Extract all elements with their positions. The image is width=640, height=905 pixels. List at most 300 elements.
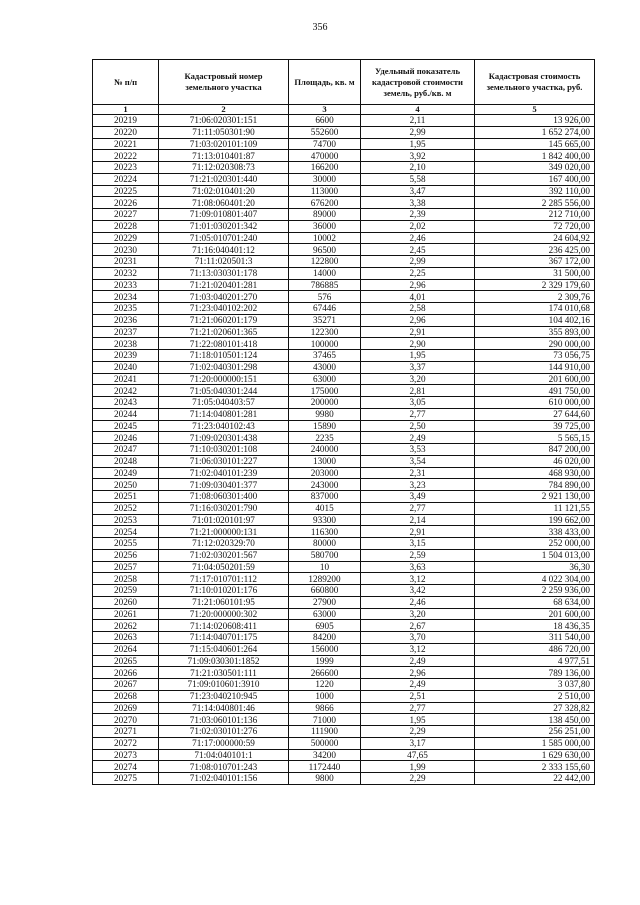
cadastral-value-cell: 46 020,00 <box>475 455 595 467</box>
area-cell: 122800 <box>289 256 361 268</box>
row-number-cell: 20236 <box>93 314 159 326</box>
specific-value-cell: 2,91 <box>361 526 475 538</box>
table-row <box>93 197 595 209</box>
area-cell: 84200 <box>289 632 361 644</box>
column-number: 4 <box>361 105 475 115</box>
cadastral-value-cell: 73 056,75 <box>475 350 595 362</box>
area-cell: 71000 <box>289 714 361 726</box>
row-number-cell: 20221 <box>93 138 159 150</box>
column-number: 3 <box>289 105 361 115</box>
cadastral-value-cell: 1 504 013,00 <box>475 549 595 561</box>
specific-value-cell: 3,17 <box>361 737 475 749</box>
specific-value-cell: 2,96 <box>361 667 475 679</box>
table-row <box>93 679 595 691</box>
cadastral-value-cell: 201 600,00 <box>475 373 595 385</box>
area-cell: 1999 <box>289 655 361 667</box>
table-row <box>93 444 595 456</box>
area-cell: 1289200 <box>289 573 361 585</box>
area-cell: 10 <box>289 561 361 573</box>
table-row <box>93 397 595 409</box>
row-number-cell: 20240 <box>93 361 159 373</box>
row-number-cell: 20274 <box>93 761 159 773</box>
table-row <box>93 455 595 467</box>
table-row <box>93 173 595 185</box>
header-row-number: № п/п <box>93 60 159 105</box>
table-row <box>93 761 595 773</box>
row-number-cell: 20265 <box>93 655 159 667</box>
cadastral-number-cell: 71:22:080101:418 <box>159 338 289 350</box>
area-cell: 13000 <box>289 455 361 467</box>
header-cadastral-value: Кадастровая стоимость земельного участка, руб. <box>475 60 595 105</box>
specific-value-cell: 3,47 <box>361 185 475 197</box>
area-cell: 1172440 <box>289 761 361 773</box>
specific-value-cell: 2,58 <box>361 303 475 315</box>
cadastral-value-cell: 199 662,00 <box>475 514 595 526</box>
area-cell: 240000 <box>289 444 361 456</box>
cadastral-value-cell: 27 328,82 <box>475 702 595 714</box>
cadastral-value-cell: 1 652 274,00 <box>475 126 595 138</box>
table-row <box>93 502 595 514</box>
specific-value-cell: 2,14 <box>361 514 475 526</box>
table-row <box>93 479 595 491</box>
area-cell: 9866 <box>289 702 361 714</box>
cadastral-number-cell: 71:21:060201:179 <box>159 314 289 326</box>
area-cell: 6600 <box>289 115 361 127</box>
row-number-cell: 20251 <box>93 491 159 503</box>
row-number-cell: 20264 <box>93 643 159 655</box>
area-cell: 116300 <box>289 526 361 538</box>
area-cell: 500000 <box>289 737 361 749</box>
page-number: 356 <box>312 22 328 33</box>
row-number-cell: 20242 <box>93 385 159 397</box>
area-cell: 9800 <box>289 773 361 785</box>
specific-value-cell: 47,65 <box>361 749 475 761</box>
specific-value-cell: 2,77 <box>361 408 475 420</box>
specific-value-cell: 3,05 <box>361 397 475 409</box>
row-number-cell: 20238 <box>93 338 159 350</box>
area-cell: 576 <box>289 291 361 303</box>
column-number: 2 <box>159 105 289 115</box>
row-number-cell: 20247 <box>93 444 159 456</box>
cadastral-value-cell: 27 644,60 <box>475 408 595 420</box>
row-number-cell: 20224 <box>93 173 159 185</box>
row-number-cell: 20272 <box>93 737 159 749</box>
area-cell: 660800 <box>289 585 361 597</box>
cadastral-number-cell: 71:02:030101:276 <box>159 726 289 738</box>
table-row <box>93 667 595 679</box>
table-row <box>93 220 595 232</box>
area-cell: 89000 <box>289 209 361 221</box>
cadastral-number-cell: 71:02:030201:567 <box>159 549 289 561</box>
cadastral-value-cell: 252 000,00 <box>475 538 595 550</box>
cadastral-value-cell: 104 402,16 <box>475 314 595 326</box>
cadastral-number-cell: 71:06:030101:227 <box>159 455 289 467</box>
row-number-cell: 20239 <box>93 350 159 362</box>
table-row <box>93 620 595 632</box>
cadastral-value-cell: 349 020,00 <box>475 162 595 174</box>
specific-value-cell: 2,50 <box>361 420 475 432</box>
cadastral-number-cell: 71:21:020601:365 <box>159 326 289 338</box>
cadastral-number-cell: 71:05:010701:240 <box>159 232 289 244</box>
specific-value-cell: 2,77 <box>361 702 475 714</box>
row-number-cell: 20235 <box>93 303 159 315</box>
specific-value-cell: 2,67 <box>361 620 475 632</box>
cadastral-number-cell: 71:05:040403:57 <box>159 397 289 409</box>
row-number-cell: 20246 <box>93 432 159 444</box>
cadastral-number-cell: 71:10:010201:176 <box>159 585 289 597</box>
table-row <box>93 338 595 350</box>
specific-value-cell: 3,12 <box>361 573 475 585</box>
specific-value-cell: 2,96 <box>361 314 475 326</box>
area-cell: 67446 <box>289 303 361 315</box>
cadastral-number-cell: 71:09:010601:3910 <box>159 679 289 691</box>
area-cell: 6905 <box>289 620 361 632</box>
area-cell: 1000 <box>289 690 361 702</box>
cadastral-number-cell: 71:08:060301:400 <box>159 491 289 503</box>
table-row <box>93 726 595 738</box>
table-row <box>93 585 595 597</box>
area-cell: 9980 <box>289 408 361 420</box>
row-number-cell: 20255 <box>93 538 159 550</box>
cadastral-number-cell: 71:08:060401:20 <box>159 197 289 209</box>
column-number: 1 <box>93 105 159 115</box>
specific-value-cell: 2,99 <box>361 256 475 268</box>
cadastral-value-cell: 4 977,51 <box>475 655 595 667</box>
specific-value-cell: 2,51 <box>361 690 475 702</box>
row-number-cell: 20232 <box>93 267 159 279</box>
table-row <box>93 361 595 373</box>
row-number-cell: 20258 <box>93 573 159 585</box>
cadastral-number-cell: 71:13:030301:178 <box>159 267 289 279</box>
row-number-cell: 20270 <box>93 714 159 726</box>
row-number-cell: 20252 <box>93 502 159 514</box>
specific-value-cell: 3,54 <box>361 455 475 467</box>
row-number-cell: 20261 <box>93 608 159 620</box>
area-cell: 37465 <box>289 350 361 362</box>
specific-value-cell: 3,38 <box>361 197 475 209</box>
cadastral-number-cell: 71:02:010401:20 <box>159 185 289 197</box>
row-number-cell: 20271 <box>93 726 159 738</box>
cadastral-number-cell: 71:23:040102:43 <box>159 420 289 432</box>
area-cell: 470000 <box>289 150 361 162</box>
cadastral-value-cell: 138 450,00 <box>475 714 595 726</box>
area-cell: 93300 <box>289 514 361 526</box>
specific-value-cell: 2,29 <box>361 726 475 738</box>
table-row <box>93 514 595 526</box>
specific-value-cell: 3,12 <box>361 643 475 655</box>
cadastral-number-cell: 71:05:040301:244 <box>159 385 289 397</box>
cadastral-number-cell: 71:02:040101:156 <box>159 773 289 785</box>
specific-value-cell: 2,49 <box>361 655 475 667</box>
area-cell: 10002 <box>289 232 361 244</box>
table-row <box>93 632 595 644</box>
cadastral-value-cell: 39 725,00 <box>475 420 595 432</box>
specific-value-cell: 2,39 <box>361 209 475 221</box>
table-row <box>93 385 595 397</box>
header-area: Площадь, кв. м <box>289 60 361 105</box>
row-number-cell: 20256 <box>93 549 159 561</box>
table-row <box>93 150 595 162</box>
table-row <box>93 279 595 291</box>
table-row <box>93 209 595 221</box>
row-number-cell: 20275 <box>93 773 159 785</box>
area-cell: 43000 <box>289 361 361 373</box>
row-number-cell: 20259 <box>93 585 159 597</box>
cadastral-value-cell: 174 010,68 <box>475 303 595 315</box>
cadastral-value-cell: 2 259 936,00 <box>475 585 595 597</box>
cadastral-value-cell: 2 510,00 <box>475 690 595 702</box>
specific-value-cell: 2,81 <box>361 385 475 397</box>
area-cell: 14000 <box>289 267 361 279</box>
area-cell: 96500 <box>289 244 361 256</box>
table-row <box>93 267 595 279</box>
cadastral-number-cell: 71:12:020329:70 <box>159 538 289 550</box>
area-cell: 676200 <box>289 197 361 209</box>
cadastral-number-cell: 71:21:030501:111 <box>159 667 289 679</box>
table-row <box>93 126 595 138</box>
table-row <box>93 690 595 702</box>
table-row <box>93 773 595 785</box>
row-number-cell: 20250 <box>93 479 159 491</box>
cadastral-number-cell: 71:01:020101:97 <box>159 514 289 526</box>
row-number-cell: 20230 <box>93 244 159 256</box>
row-number-cell: 20237 <box>93 326 159 338</box>
cadastral-number-cell: 71:09:020301:438 <box>159 432 289 444</box>
cadastral-value-cell: 290 000,00 <box>475 338 595 350</box>
table-row <box>93 655 595 667</box>
cadastral-value-cell: 355 893,00 <box>475 326 595 338</box>
table-row <box>93 526 595 538</box>
cadastral-number-cell: 71:14:040801:46 <box>159 702 289 714</box>
row-number-cell: 20219 <box>93 115 159 127</box>
cadastral-value-cell: 2 921 130,00 <box>475 491 595 503</box>
row-number-cell: 20267 <box>93 679 159 691</box>
cadastral-number-cell: 71:09:030401:377 <box>159 479 289 491</box>
specific-value-cell: 1,95 <box>361 350 475 362</box>
row-number-cell: 20226 <box>93 197 159 209</box>
table-row <box>93 420 595 432</box>
cadastral-number-cell: 71:02:040101:239 <box>159 467 289 479</box>
cadastral-number-cell: 71:04:050201:59 <box>159 561 289 573</box>
table-row <box>93 643 595 655</box>
cadastral-number-cell: 71:11:050301:90 <box>159 126 289 138</box>
area-cell: 36000 <box>289 220 361 232</box>
cadastral-value-cell: 201 600,00 <box>475 608 595 620</box>
specific-value-cell: 2,11 <box>361 115 475 127</box>
cadastral-number-cell: 71:17:000000:59 <box>159 737 289 749</box>
specific-value-cell: 3,63 <box>361 561 475 573</box>
row-number-cell: 20266 <box>93 667 159 679</box>
row-number-cell: 20248 <box>93 455 159 467</box>
specific-value-cell: 3,92 <box>361 150 475 162</box>
table-row <box>93 291 595 303</box>
specific-value-cell: 3,70 <box>361 632 475 644</box>
specific-value-cell: 3,23 <box>361 479 475 491</box>
area-cell: 15890 <box>289 420 361 432</box>
cadastral-value-cell: 311 540,00 <box>475 632 595 644</box>
table-row <box>93 326 595 338</box>
table-row <box>93 467 595 479</box>
specific-value-cell: 2,10 <box>361 162 475 174</box>
row-number-cell: 20243 <box>93 397 159 409</box>
row-number-cell: 20249 <box>93 467 159 479</box>
cadastral-number-cell: 71:15:040601:264 <box>159 643 289 655</box>
cadastral-number-cell: 71:16:040401:12 <box>159 244 289 256</box>
table-row <box>93 256 595 268</box>
row-number-cell: 20253 <box>93 514 159 526</box>
cadastral-number-cell: 71:09:030301:1852 <box>159 655 289 667</box>
area-cell: 266600 <box>289 667 361 679</box>
area-cell: 156000 <box>289 643 361 655</box>
cadastral-number-cell: 71:18:010501:124 <box>159 350 289 362</box>
cadastral-value-cell: 11 121,55 <box>475 502 595 514</box>
cadastral-number-cell: 71:21:000000:131 <box>159 526 289 538</box>
area-cell: 786885 <box>289 279 361 291</box>
table-row <box>93 350 595 362</box>
column-number: 5 <box>475 105 595 115</box>
cadastral-number-cell: 71:23:040210:945 <box>159 690 289 702</box>
specific-value-cell: 2,31 <box>361 467 475 479</box>
row-number-cell: 20234 <box>93 291 159 303</box>
area-cell: 175000 <box>289 385 361 397</box>
specific-value-cell: 2,49 <box>361 432 475 444</box>
table-row <box>93 185 595 197</box>
area-cell: 2235 <box>289 432 361 444</box>
specific-value-cell: 2,96 <box>361 279 475 291</box>
specific-value-cell: 3,20 <box>361 608 475 620</box>
table-row <box>93 596 595 608</box>
area-cell: 122300 <box>289 326 361 338</box>
row-number-cell: 20228 <box>93 220 159 232</box>
row-number-cell: 20222 <box>93 150 159 162</box>
row-number-cell: 20257 <box>93 561 159 573</box>
specific-value-cell: 1,95 <box>361 714 475 726</box>
cadastral-value-cell: 18 436,35 <box>475 620 595 632</box>
specific-value-cell: 1,95 <box>361 138 475 150</box>
row-number-cell: 20229 <box>93 232 159 244</box>
area-cell: 111900 <box>289 726 361 738</box>
cadastral-value-cell: 144 910,00 <box>475 361 595 373</box>
cadastral-number-cell: 71:21:020301:440 <box>159 173 289 185</box>
specific-value-cell: 2,46 <box>361 596 475 608</box>
row-number-cell: 20273 <box>93 749 159 761</box>
table-row <box>93 561 595 573</box>
row-number-cell: 20233 <box>93 279 159 291</box>
table-row <box>93 408 595 420</box>
area-cell: 166200 <box>289 162 361 174</box>
specific-value-cell: 3,37 <box>361 361 475 373</box>
cadastral-number-cell: 71:16:030201:790 <box>159 502 289 514</box>
cadastral-number-cell: 71:09:010801:407 <box>159 209 289 221</box>
cadastral-value-cell: 256 251,00 <box>475 726 595 738</box>
cadastral-value-cell: 212 710,00 <box>475 209 595 221</box>
cadastral-value-cell: 68 634,00 <box>475 596 595 608</box>
table-row <box>93 314 595 326</box>
cadastral-number-cell: 71:10:030201:108 <box>159 444 289 456</box>
specific-value-cell: 2,25 <box>361 267 475 279</box>
table-row <box>93 244 595 256</box>
row-number-cell: 20268 <box>93 690 159 702</box>
area-cell: 35271 <box>289 314 361 326</box>
cadastral-value-cell: 31 500,00 <box>475 267 595 279</box>
cadastral-number-cell: 71:23:040102:202 <box>159 303 289 315</box>
specific-value-cell: 3,42 <box>361 585 475 597</box>
cadastral-number-cell: 71:17:010701:112 <box>159 573 289 585</box>
table-row <box>93 573 595 585</box>
specific-value-cell: 2,99 <box>361 126 475 138</box>
cadastral-value-table <box>92 59 595 785</box>
row-number-cell: 20241 <box>93 373 159 385</box>
cadastral-value-cell: 167 400,00 <box>475 173 595 185</box>
cadastral-value-cell: 145 665,00 <box>475 138 595 150</box>
specific-value-cell: 2,91 <box>361 326 475 338</box>
specific-value-cell: 4,01 <box>361 291 475 303</box>
row-number-cell: 20269 <box>93 702 159 714</box>
table-row <box>93 432 595 444</box>
specific-value-cell: 2,77 <box>361 502 475 514</box>
cadastral-number-cell: 71:14:040701:175 <box>159 632 289 644</box>
area-cell: 34200 <box>289 749 361 761</box>
cadastral-value-cell: 5 565,15 <box>475 432 595 444</box>
cadastral-value-cell: 2 329 179,60 <box>475 279 595 291</box>
specific-value-cell: 5,58 <box>361 173 475 185</box>
cadastral-value-cell: 1 629 630,00 <box>475 749 595 761</box>
area-cell: 837000 <box>289 491 361 503</box>
cadastral-number-cell: 71:14:020608:411 <box>159 620 289 632</box>
table-row <box>93 373 595 385</box>
row-number-cell: 20260 <box>93 596 159 608</box>
cadastral-value-cell: 1 842 400,00 <box>475 150 595 162</box>
cadastral-number-cell: 71:11:020501:3 <box>159 256 289 268</box>
specific-value-cell: 2,90 <box>361 338 475 350</box>
row-number-cell: 20220 <box>93 126 159 138</box>
area-cell: 203000 <box>289 467 361 479</box>
table-row <box>93 491 595 503</box>
cadastral-value-cell: 468 930,00 <box>475 467 595 479</box>
cadastral-value-cell: 1 585 000,00 <box>475 737 595 749</box>
cadastral-number-cell: 71:03:060101:136 <box>159 714 289 726</box>
cadastral-number-cell: 71:12:020308:73 <box>159 162 289 174</box>
specific-value-cell: 3,53 <box>361 444 475 456</box>
table-row <box>93 549 595 561</box>
area-cell: 74700 <box>289 138 361 150</box>
cadastral-value-cell: 491 750,00 <box>475 385 595 397</box>
cadastral-value-cell: 72 720,00 <box>475 220 595 232</box>
specific-value-cell: 2,02 <box>361 220 475 232</box>
cadastral-value-cell: 4 022 304,00 <box>475 573 595 585</box>
row-number-cell: 20244 <box>93 408 159 420</box>
table-row <box>93 608 595 620</box>
cadastral-value-cell: 486 720,00 <box>475 643 595 655</box>
table-row <box>93 749 595 761</box>
area-cell: 113000 <box>289 185 361 197</box>
specific-value-cell: 2,59 <box>361 549 475 561</box>
cadastral-number-cell: 71:20:000000:302 <box>159 608 289 620</box>
cadastral-value-cell: 392 110,00 <box>475 185 595 197</box>
table-row <box>93 115 595 127</box>
table-row <box>93 138 595 150</box>
cadastral-value-cell: 338 433,00 <box>475 526 595 538</box>
cadastral-value-cell: 789 136,00 <box>475 667 595 679</box>
cadastral-value-cell: 610 000,00 <box>475 397 595 409</box>
cadastral-number-cell: 71:14:040801:281 <box>159 408 289 420</box>
area-cell: 1220 <box>289 679 361 691</box>
cadastral-value-cell: 2 309,76 <box>475 291 595 303</box>
row-number-cell: 20245 <box>93 420 159 432</box>
table-row <box>93 538 595 550</box>
cadastral-number-cell: 71:13:010401:87 <box>159 150 289 162</box>
specific-value-cell: 3,49 <box>361 491 475 503</box>
